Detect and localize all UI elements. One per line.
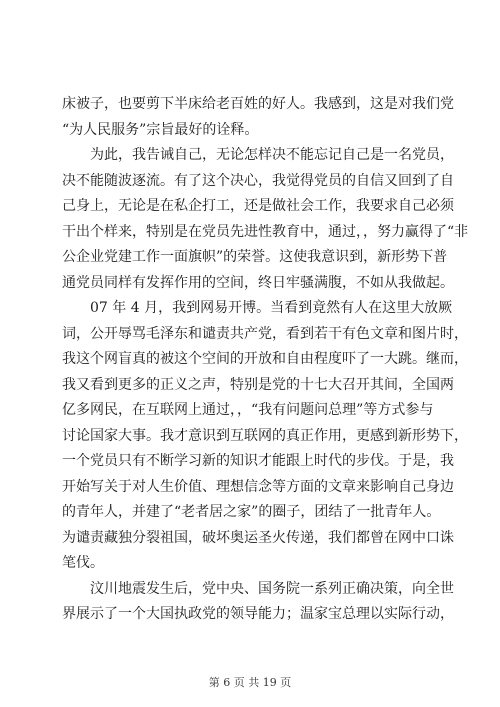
text-line: 我这个网盲真的被这个空间的开放和自由程度吓了一大跳。继而， (62, 351, 468, 367)
paragraph-start-line: 汶川地震发生后，党中央、国务院一系列正确决策，向全世 (90, 580, 454, 597)
text-line: 一个党员只有不断学习新的知识才能跟上时代的步伐。于是，我 (62, 453, 454, 469)
page-footer (0, 676, 500, 690)
paragraph-start-line: 07 年 4 月，我到网易开博。当看到竟然有人在这里大放厥 (90, 300, 453, 316)
text-line: 通党员同样有发挥作用的空间，终日牢骚满腹，不如从我做起。 (62, 274, 454, 291)
body-text (62, 92, 469, 628)
text-line: 开始写关于对人生价值、理想信念等方面的文章来影响自己身边 (62, 478, 454, 495)
text-line: 干出个样来，特别是在党员先进性教育中，通过，，努力赢得了“非 (62, 223, 469, 240)
page-number-label: 第 6 页 共 19 页 (208, 676, 292, 689)
text-line: 的青年人，并建了“老者居之家”的圈子，团结了一批青年人。 (62, 504, 441, 520)
text-line: 词，公开辱骂毛泽东和谴责共产党，看到若干有色文章和图片时， (62, 325, 468, 342)
text-line: 我又看到更多的正义之声，特别是党的十七大召开其间，全国两 (62, 376, 454, 393)
paragraph-start-line: 为此，我告诫自己，无论怎样决不能忘记自己是一名党员， (90, 147, 454, 163)
text-line: 决不能随波逐流。有了这个决心，我觉得党员的自信又回到了自 (62, 172, 454, 189)
text-line: 界展示了一个大国执政党的领导能力；温家宝总理以实际行动， (62, 606, 454, 622)
text-line: 笔伐。 (62, 555, 104, 571)
text-line: 床被子，也要剪下半床给老百姓的好人。我感到，这是对我们党 (62, 96, 454, 112)
text-line: 讨论国家大事。我才意识到互联网的真正作用，更感到新形势下， (62, 427, 468, 444)
text-line: 为谴责藏独分裂祖国，破坏奥运圣火传递，我们都曾在网中口诛 (62, 529, 454, 546)
text-line: 亿多网民，在互联网上通过，，“我有问题问总理”等方式参与 (62, 402, 434, 418)
text-line: 公企业党建工作一面旗帜”的荣誉。这使我意识到，新形势下普 (62, 249, 448, 265)
text-line: 己身上，无论是在私企打工，还是做社会工作，我要求自己必须 (62, 198, 454, 214)
text-line: “为人民服务”宗旨最好的诠释。 (62, 121, 259, 138)
